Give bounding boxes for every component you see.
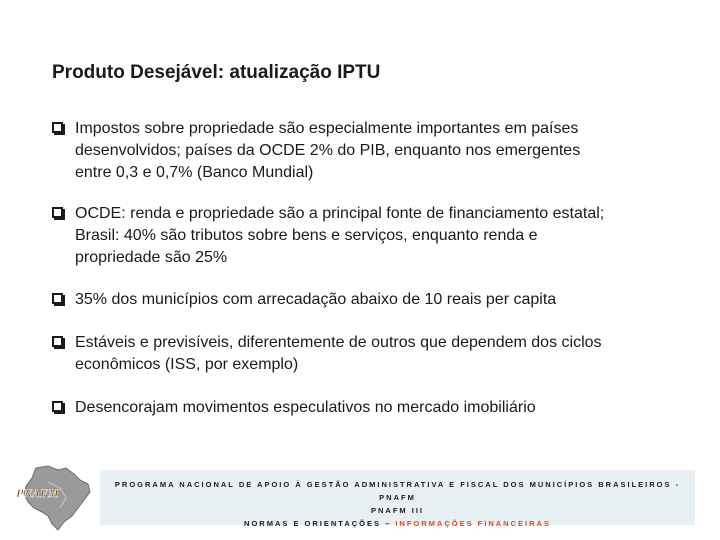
bullet-text: 35% dos municípios com arrecadação abaixo de 10 reais per capita (75, 291, 557, 308)
footer-banner (100, 470, 695, 528)
bullet-item (52, 289, 692, 311)
bullet-item (52, 332, 692, 376)
footer-section-prefix: NORMAS E ORIENTAÇÕES – (244, 519, 396, 528)
footer-section-accent: INFORMAÇÕES FINANCEIRAS (395, 519, 551, 528)
bullet-text: OCDE: renda e propriedade são a principal fonte de financiamento estatal; Brasil: 40% são tributos sobre bens e serviços, enquanto renda e propriedade são 25% (75, 205, 605, 266)
brazil-map-logo-icon (14, 462, 94, 532)
checkbox-bullet-icon (52, 122, 63, 133)
slide-title: Produto Desejável: atualização IPTU (52, 62, 381, 83)
bullet-item (52, 203, 692, 269)
checkbox-bullet-icon (52, 336, 63, 347)
checkbox-bullet-icon (52, 401, 63, 412)
bullet-item (52, 397, 692, 419)
logo-text: PNAFM (16, 486, 59, 500)
bullet-text: Impostos sobre propriedade são especialmente importantes em países desenvolvidos; países da OCDE 2% do PIB, enquanto nos emergentes entre 0,3 e 0,7% (Banco Mundial) (75, 120, 581, 181)
footer-section (100, 517, 695, 530)
checkbox-bullet-icon (52, 293, 63, 304)
bullet-item (52, 118, 692, 184)
footer-program-name: PROGRAMA NACIONAL DE APOIO À GESTÃO ADMINISTRATIVA E FISCAL DOS MUNICÍPIOS BRASILEIROS - PNAFM (114, 480, 681, 502)
bullet-text: Estáveis e previsíveis, diferentemente de outros que dependem dos ciclos econômicos (ISS, por exemplo) (75, 334, 602, 373)
footer-program-phase: PNAFM III (371, 506, 424, 515)
bullet-text: Desencorajam movimentos especulativos no mercado imobiliário (75, 399, 536, 416)
checkbox-bullet-icon (52, 207, 63, 218)
